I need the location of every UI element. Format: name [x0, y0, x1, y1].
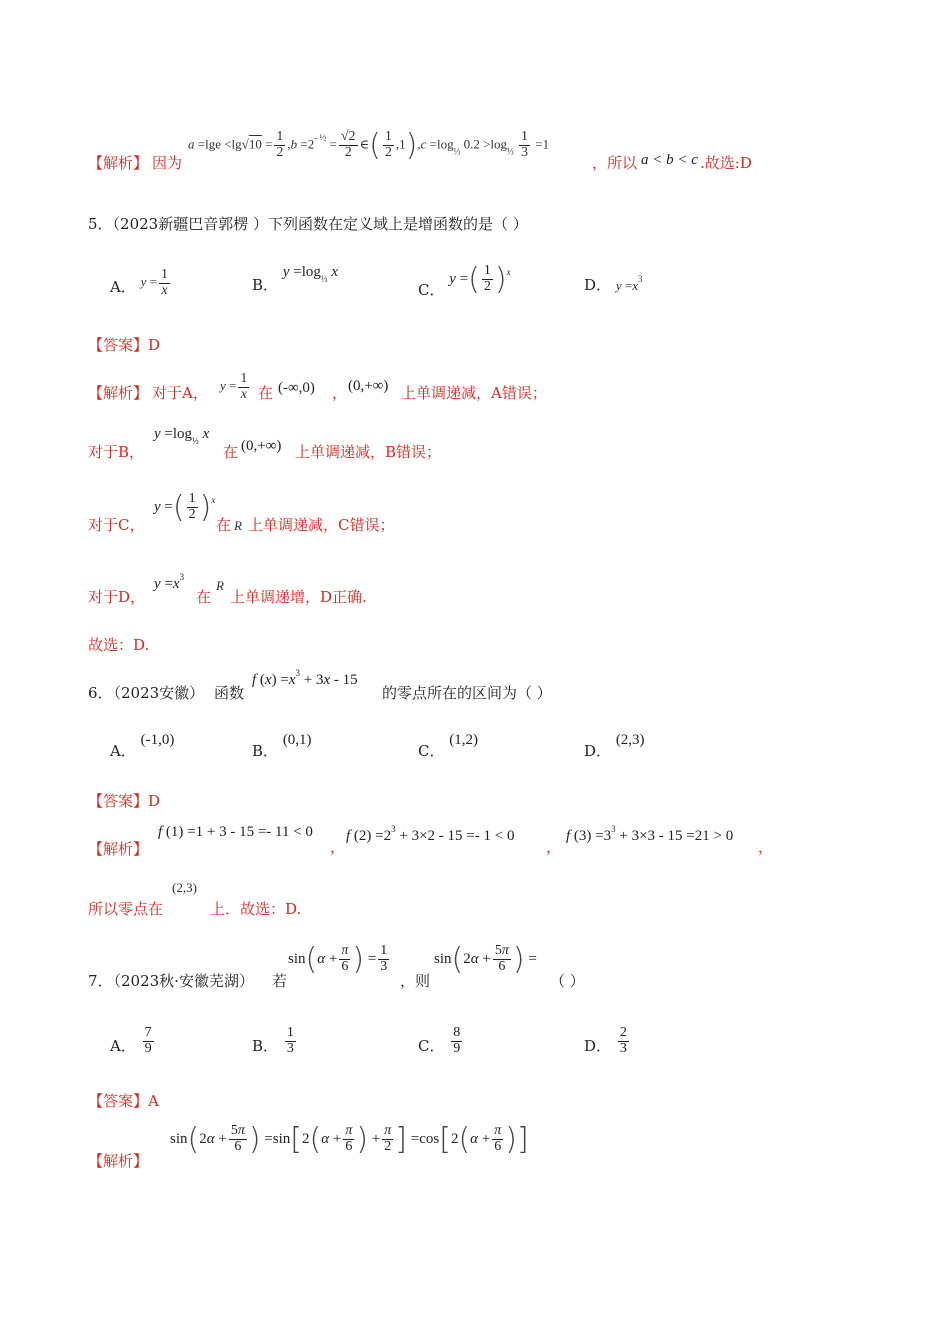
q7-option-d[interactable]: [584, 1026, 631, 1056]
analysis-mid: 在: [196, 588, 212, 606]
q5-final: 故选：D.: [88, 636, 150, 654]
q5-option-d[interactable]: [584, 274, 642, 295]
question-function: f $(x) =x^3 + 3x - 15$: [252, 668, 358, 688]
analysis-mid: 在: [258, 384, 274, 402]
numerator: 8: [453, 1025, 461, 1040]
option-letter: B．: [252, 742, 279, 760]
analysis-lead: 对于A，: [152, 384, 208, 402]
analysis-mid: 在: [216, 516, 232, 534]
option-expr: $y =x^3$: [615, 274, 643, 293]
q5-option-a[interactable]: [110, 267, 172, 304]
option-letter: D．: [584, 1037, 612, 1056]
option-letter: C．: [418, 1037, 445, 1056]
option-letter: D．: [584, 276, 612, 294]
analysis-tail: 上单调递减，C错误；: [248, 516, 395, 534]
q5-analysis-a: [88, 372, 688, 412]
q7-option-b[interactable]: [252, 1026, 298, 1056]
q6-option-b[interactable]: [252, 732, 312, 761]
option-fraction: [451, 1026, 462, 1056]
answer-value: D: [148, 792, 161, 810]
option-letter: C．: [418, 280, 445, 299]
analysis-mid: 在: [223, 443, 239, 461]
option-expr: y = $\frac{1}{x}$: [140, 267, 168, 298]
option-letter: B．: [252, 276, 279, 294]
conclusion-choice: 上．故选：D.: [210, 900, 302, 918]
analysis-interval: R: [216, 578, 224, 593]
analysis-lead: 对于D，: [88, 588, 146, 606]
numerator: 2: [619, 1025, 627, 1040]
answer-tag: 【答案】: [88, 336, 149, 354]
question-source: （2023安徽）: [106, 684, 205, 702]
option-letter: B．: [252, 1037, 279, 1056]
q7-stem: [88, 942, 788, 992]
analysis-expr: $y =\log_{\frac{1}{3}}$ x: [154, 426, 210, 446]
analysis-sep: ，: [330, 838, 346, 856]
analysis-interval-2: (0,+∞): [348, 378, 389, 394]
q7-option-c[interactable]: [418, 1026, 464, 1056]
analysis-expr: $y =x^3$: [154, 572, 185, 592]
analysis-sep: ，: [332, 384, 348, 402]
q6-option-c[interactable]: [418, 732, 479, 761]
analysis-tag: 【解析】: [88, 384, 149, 402]
question-number: 5．: [88, 215, 113, 233]
analysis-expr: y =( $\frac{1}{2}$ )$^x$: [154, 490, 216, 525]
option-expr: y =( $\frac{1}{2}$ )$^x$: [449, 262, 511, 297]
q5-option-b[interactable]: [252, 264, 339, 298]
q5-analysis-c: [88, 490, 688, 540]
analysis-lead: 对于C，: [88, 516, 145, 534]
conclusion-text: ，所以: [592, 154, 638, 172]
analysis-interval: (-∞,0): [278, 380, 315, 396]
analysis-expr: y = $\frac{1}{x}$: [220, 371, 248, 402]
answer-value: D: [148, 336, 161, 354]
option-letter: A．: [110, 278, 136, 297]
denominator: 9: [453, 1040, 461, 1056]
denominator: 3: [286, 1040, 294, 1056]
q7-option-a[interactable]: [110, 1026, 156, 1056]
answer-tag: 【答案】: [88, 1092, 149, 1110]
question-text: 下列函数在定义域上是增函数的是（ ）: [268, 215, 528, 233]
option-fraction: [143, 1026, 154, 1056]
analysis-tail: 上单调递减，A错误；: [401, 384, 547, 402]
question-text-tail: （ ）: [550, 972, 585, 990]
q5-option-c[interactable]: [418, 262, 511, 309]
question-number: 6．: [88, 684, 113, 702]
analysis-calc-2: f $(2) =2^3 + 3\times 2 - 15 =- 1 < 0$: [346, 824, 515, 844]
analysis-lead: 对于B，: [88, 443, 145, 461]
analysis-tag: 【解析】: [88, 840, 149, 858]
q5-answer: [88, 334, 160, 355]
q7-answer: [88, 1090, 159, 1111]
question-target: sin(2α + $\frac{5\pi}{6}$ ) =: [434, 942, 537, 977]
question-text: 函数: [214, 684, 245, 702]
conclusion-math: a < b < c: [641, 152, 698, 168]
q6-option-a[interactable]: [110, 732, 175, 761]
option-fraction: [285, 1026, 296, 1056]
analysis-tag: 【解析】: [88, 1152, 149, 1170]
conclusion-text: 所以零点在: [88, 900, 164, 918]
option-expr: $y =\log_{\frac{1}{3}}$ x: [282, 264, 339, 284]
q6-stem: [88, 668, 688, 708]
option-expr: (0,1): [282, 732, 312, 748]
question-given: sin(α + $\frac{\pi}{6}$ ) = $\frac{1}{3}$: [288, 942, 388, 977]
conclusion-interval: (2,3): [172, 880, 197, 895]
analysis-calc-3: f $(3) =3^3 + 3\times 3 - 15 =21 > 0$: [566, 824, 734, 844]
analysis-tail: 上单调递减，B错误；: [295, 443, 442, 461]
answer-tag: 【答案】: [88, 792, 149, 810]
option-expr: (2,3): [615, 732, 645, 748]
analysis-sep: ，: [758, 838, 774, 856]
analysis-interval: R: [234, 518, 242, 533]
numerator: 7: [144, 1025, 152, 1040]
option-expr: (-1,0): [140, 732, 175, 748]
conclusion-choice: .故选:D: [700, 154, 752, 172]
option-expr: (1,2): [449, 732, 479, 748]
option-letter: A．: [110, 1037, 136, 1056]
option-letter: A．: [110, 742, 136, 760]
analysis-sep: ，: [546, 838, 562, 856]
option-letter: C．: [418, 742, 445, 760]
analysis-expression: sin(2α + $\frac{5\pi}{6}$ ) =sin[2(α + $\frac{\pi}{6}$ ) + $\frac{\pi}{2}$ ] =cos[2(α + $\frac{\pi}{6}$ )]: [170, 1122, 529, 1157]
q6-analysis: [88, 822, 788, 862]
q6-option-d[interactable]: [584, 732, 645, 761]
q6-conclusion: [88, 880, 488, 920]
q5-stem: [88, 213, 528, 234]
q6-answer: [88, 790, 160, 811]
analysis-lead: 因为: [152, 154, 183, 172]
analysis-interval: (0,+∞): [241, 438, 282, 454]
question-source: （2023新疆巴音郭楞 ）: [112, 215, 268, 233]
question-source: （2023秋·安徽芜湖）: [106, 972, 254, 990]
question-number: 7．: [88, 972, 113, 990]
analysis-tag: 【解析】: [88, 154, 149, 172]
q5-analysis-b: [88, 426, 688, 466]
numerator: 1: [286, 1025, 294, 1040]
analysis-tail: 上单调递增，D正确.: [230, 588, 367, 606]
denominator: 9: [144, 1040, 152, 1056]
q5-analysis-d: [88, 572, 688, 612]
option-letter: D．: [584, 742, 612, 760]
q4-math-expression: a =lge <lg√10 = $\frac{1}{2}$ $,b =2^{- \frac{1}{2}}$ = $\frac{√2}{2}$ ∈( $\frac{1}{2}$ $,1),c =\log_{\frac{1}{3}}$ $0.2 >\log_{\frac{1}{3}}$ $\frac{1}{3}$ =1: [188, 128, 550, 163]
answer-value: A: [148, 1092, 159, 1110]
analysis-calc-1: f (1) =1 + 3 - 15 =- 11 < 0: [158, 824, 313, 840]
option-fraction: [618, 1026, 629, 1056]
denominator: 3: [619, 1040, 627, 1056]
question-text-tail: 的零点所在的区间为（ ）: [382, 684, 552, 702]
q7-analysis: [88, 1122, 788, 1172]
question-text: 若: [272, 972, 288, 990]
question-text-mid: ，则: [400, 972, 431, 990]
